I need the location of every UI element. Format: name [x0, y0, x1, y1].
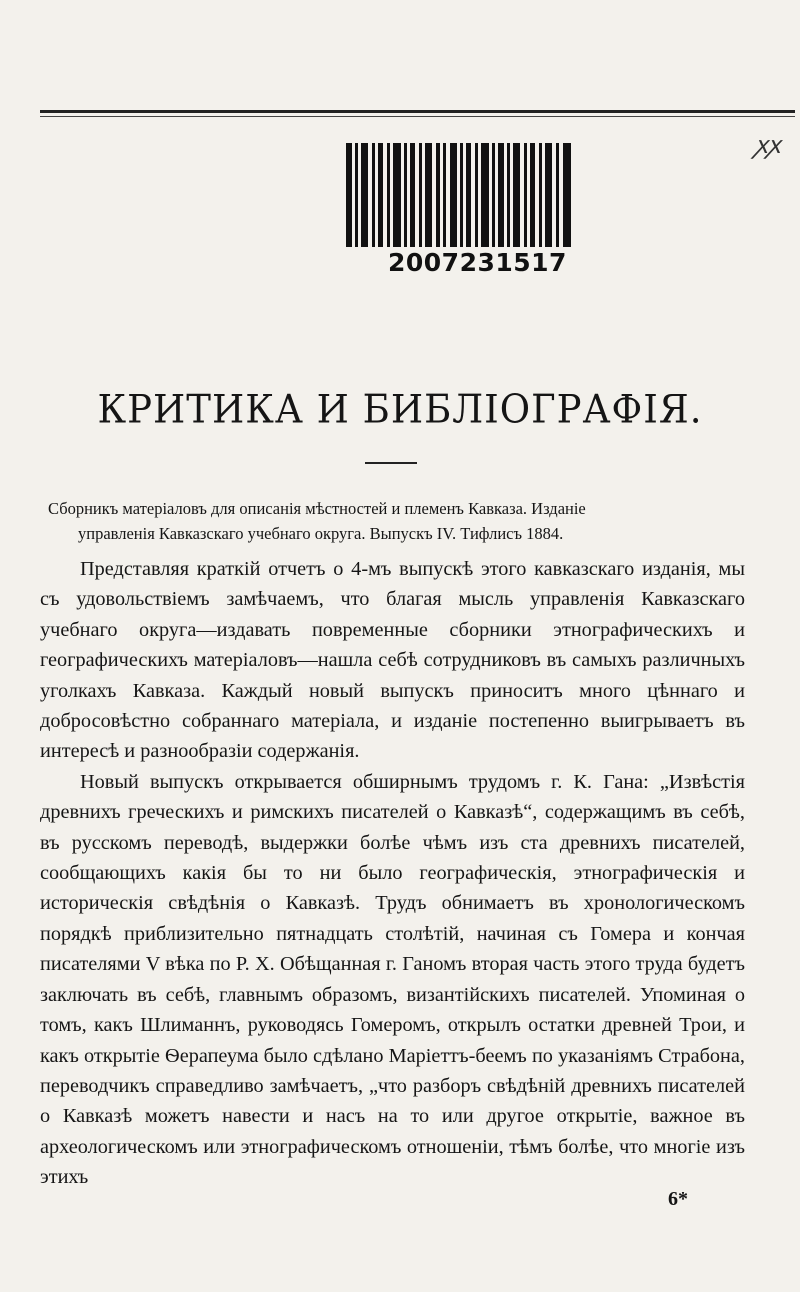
review-body: [40, 554, 745, 1193]
paragraph-2: Новый выпускъ открывается обширнымъ трудомъ г. К. Гана: „Извѣстія древнихъ греческихъ и римскихъ писателей о Кавказѣ“, содержащимъ въ себѣ, въ русскомъ переводѣ, выдержки болѣе чѣмъ изъ ста древнихъ писателей, сообщающихъ какія бы то ни было географическія, этнографическія и историческія свѣдѣнія о Кавказѣ. Трудъ обнимаетъ въ хронологическомъ порядкѣ приблизительно пятнадцать столѣтій, начиная съ Гомера и кончая писателями V вѣка по Р. Х. Обѣщанная г. Ганомъ вторая часть этого труда будетъ заключать въ себѣ, главнымъ образомъ, византійскихъ писателей. Упоминая о томъ, какъ Шлиманнъ, руководясь Гомеромъ, открылъ остатки древней Трои, и какъ открытіе Ѳерапеума было сдѣлано Маріеттъ-беемъ по указаніямъ Страбона, переводчикъ справедливо замѣчаетъ, „что разборъ свѣдѣній древнихъ писателей о Кавказѣ можетъ навести и насъ на то или другое открытіе, важное въ археологическомъ или этнографическомъ отношеніи, тѣмъ болѣе, что многіе изъ этихъ: [40, 770, 745, 1189]
page-number: 6*: [668, 1188, 688, 1210]
title-divider: [365, 462, 417, 464]
barcode-number: 2007231517: [388, 248, 567, 277]
handwritten-mark: ꭗꭗ: [755, 131, 781, 159]
bibliographic-citation: [48, 496, 758, 546]
section-title: КРИТИКА И БИБЛІОГРАФІЯ.: [97, 386, 703, 433]
citation-line-1: Сборникъ матеріаловъ для описанія мѣстностей и племенъ Кавказа. Изданіе: [48, 499, 586, 518]
barcode-image: [344, 143, 574, 247]
citation-line-2: управленія Кавказскаго учебнаго округа. Выпускъ IV. Тифлисъ 1884.: [78, 524, 564, 543]
top-double-rule: [40, 110, 795, 117]
paragraph-1: Представляя краткій отчетъ о 4-мъ выпускѣ этого кавказскаго изданія, мы съ удовольствіемъ замѣчаемъ, что благая мысль управленія Кавказскаго учебнаго округа—издавать повременные сборники этнографическихъ и географическихъ матеріаловъ—нашла себѣ сотрудниковъ въ самыхъ различныхъ уголкахъ Кавказа. Каждый новый выпускъ приноситъ много цѣннаго и добросовѣстно собраннаго матеріала, и изданіе постепенно выигрываетъ въ интересѣ и разнообразіи содержанія.: [40, 558, 745, 763]
